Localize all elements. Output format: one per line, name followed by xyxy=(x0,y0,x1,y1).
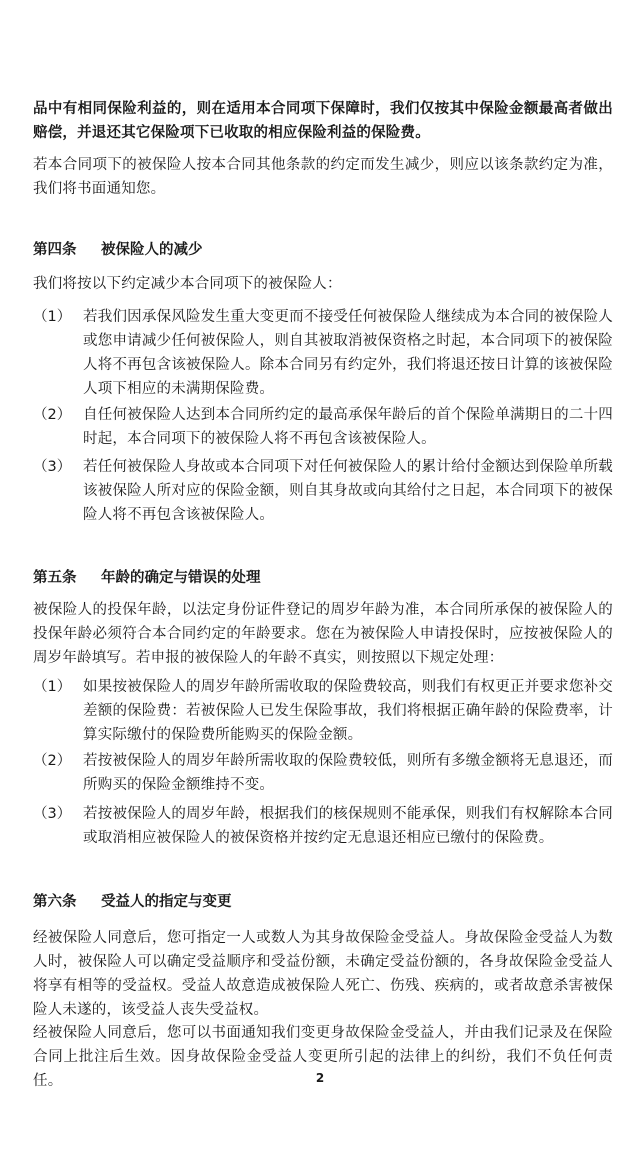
list-item-text: 自任何被保险人达到本合同所约定的最高承保年龄后的首个保险单满期日的二十四时起，本合同项下的被保险人将不再包含该被保险人。 xyxy=(83,407,613,447)
article4-heading xyxy=(33,238,203,262)
list-marker: （3） xyxy=(33,459,72,475)
list-marker: （1） xyxy=(33,309,72,325)
list-item-text: 若我们因承保风险发生重大变更而不接受任何被保险人继续成为本合同的被保险人或您申请减少任何被保险人，则自其被取消被保资格之时起，本合同项下的被保险人将不再包含该被保险人。除本合同另有约定外，我们将退还按日计算的该被保险人项下相应的未满期保险费。 xyxy=(83,309,613,397)
article6-number: 第六条 xyxy=(33,894,77,910)
article5-heading xyxy=(33,566,261,590)
article5-lead: 被保险人的投保年龄，以法定身份证件登记的周岁年龄为准，本合同所承保的被保险人的投保年龄必须符合本合同约定的年龄要求。您在为被保险人申请投保时，应按被保险人的周岁年龄填写。若申报的被保险人的年龄不真实，则按照以下规定处理： xyxy=(33,602,613,666)
article5-number: 第五条 xyxy=(33,570,77,586)
article5-title: 年龄的确定与错误的处理 xyxy=(101,570,261,586)
list-marker: （2） xyxy=(33,407,72,423)
list-marker: （3） xyxy=(33,806,72,822)
intro-bold-paragraph: 品中有相同保险利益的，则在适用本合同项下保障时，我们仅按其中保险金额最高者做出赔偿，并退还其它保险项下已收取的相应保险利益的保险费。 xyxy=(33,101,613,141)
list-item-text: 如果按被保险人的周岁年龄所需收取的保险费较高，则我们有权更正并要求您补交差额的保险费：若被保险人已发生保险事故，我们将根据正确年龄的保险费率，计算实际缴付的保险费所能购买的保险金额。 xyxy=(83,679,613,743)
list-item-text: 若按被保险人的周岁年龄所需收取的保险费较低，则所有多缴金额将无息退还，而所购买的保险金额维持不变。 xyxy=(83,753,613,793)
list-marker: （2） xyxy=(33,753,72,769)
intro-paragraph: 若本合同项下的被保险人按本合同其他条款的约定而发生减少，则应以该条款约定为准，我们将书面通知您。 xyxy=(33,157,613,197)
list-marker: （1） xyxy=(33,679,72,695)
list-item-text: 若任何被保险人身故或本合同项下对任何被保险人的累计给付金额达到保险单所载该被保险人所对应的保险金额，则自其身故或向其给付之日起，本合同项下的被保险人将不再包含该被保险人。 xyxy=(83,459,613,523)
article4-title: 被保险人的减少 xyxy=(101,242,203,258)
article6-paragraph-1: 经被保险人同意后，您可指定一人或数人为其身故保险金受益人。身故保险金受益人为数人时，被保险人可以确定受益顺序和受益份额，未确定受益份额的，各身故保险金受益人将享有相等的受益权。受益人故意造成被保险人死亡、伤残、疾病的，或者故意杀害被保险人未遂的，该受益人丧失受益权。 xyxy=(33,930,613,1018)
article6-paragraph-2: 经被保险人同意后，您可以书面通知我们变更身故保险金受益人，并由我们记录及在保险合同上批注后生效。因身故保险金受益人变更所引起的法律上的纠纷，我们不负任何责任。 xyxy=(33,1025,613,1089)
article4-number: 第四条 xyxy=(33,242,77,258)
article6-title: 受益人的指定与变更 xyxy=(101,894,232,910)
list-item-text: 若按被保险人的周岁年龄，根据我们的核保规则不能承保，则我们有权解除本合同或取消相应被保险人的被保资格并按约定无息退还相应已缴付的保险费。 xyxy=(83,806,613,846)
article4-lead: 我们将按以下约定减少本合同项下的被保险人： xyxy=(33,276,342,292)
page-number: 2 xyxy=(315,1071,325,1085)
article6-heading xyxy=(33,890,232,914)
